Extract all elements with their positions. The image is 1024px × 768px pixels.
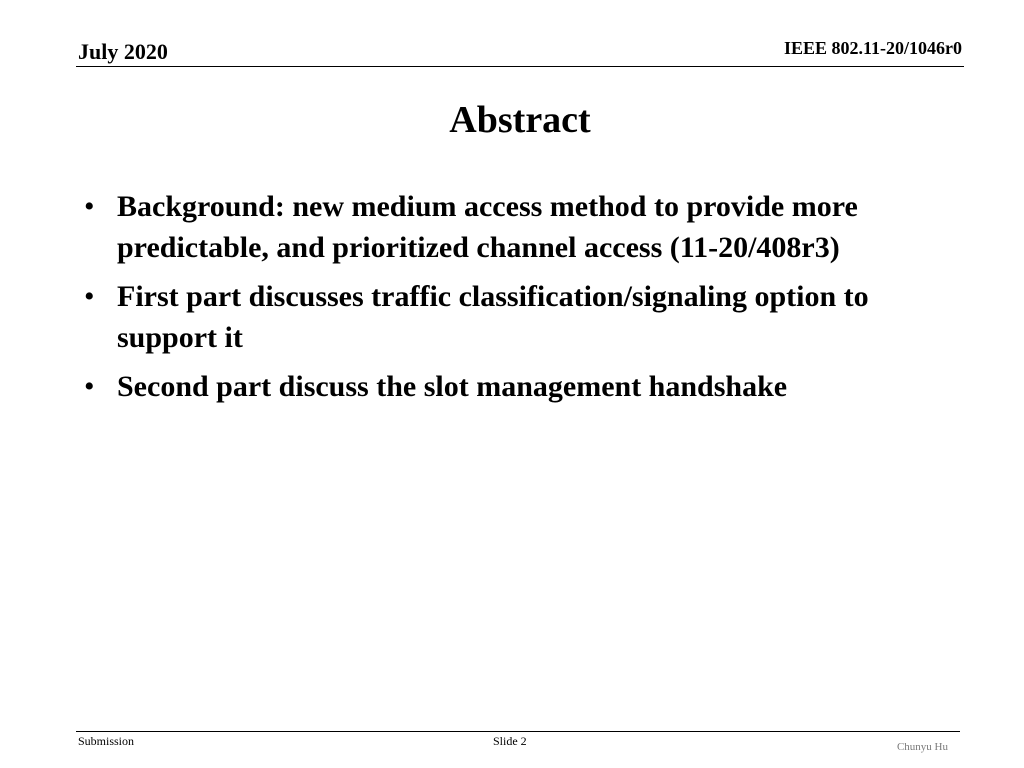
bullet-icon: • [84,280,95,313]
header-doc-id: IEEE 802.11-20/1046r0 [783,38,962,58]
header-divider [76,66,964,67]
bullet-list [84,187,954,417]
bullet-item [84,367,954,408]
bullet-item [84,277,954,358]
bullet-icon: • [84,370,95,403]
header-date: July 2020 [78,39,168,64]
footer-submission-label: Submission [78,734,135,748]
bullet-text: Background: new medium access method to provide more predictable, and prioritized channel access (11-20/408r3) [117,190,858,264]
slide-title: Abstract [449,99,591,141]
footer-divider [76,731,960,732]
footer-slide-number: Slide 2 [493,734,527,748]
bullet-item [84,187,954,268]
bullet-text: First part discusses traffic classification/signaling option to support it [117,280,869,354]
footer-author: Chunyu Hu [896,741,948,753]
bullet-icon: • [84,190,95,223]
bullet-text: Second part discuss the slot management handshake [117,370,788,403]
